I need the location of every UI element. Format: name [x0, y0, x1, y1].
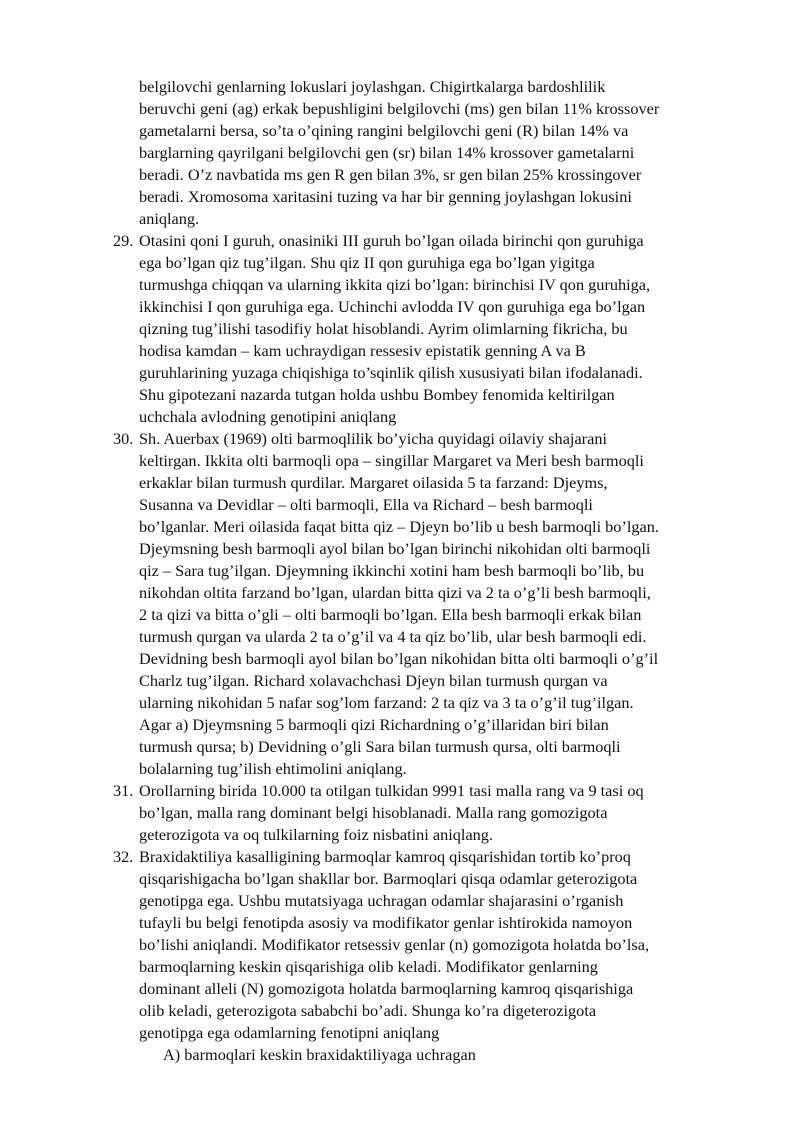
text-line: Agar a) Djeymsning 5 barmoqli qizi Richardning o’g’illaridan biri bilan — [139, 715, 609, 734]
text-line: Shu gipotezani nazarda tutgan holda ushbu Bombey fenomida keltirilgan — [139, 385, 615, 404]
text-line: Braxidaktiliya kasalligining barmoqlar kamroq qisqarishidan tortib ko’proq — [139, 847, 631, 866]
text-line: hodisa kamdan – kam uchraydigan ressesiv epistatik genning A va B — [139, 341, 586, 360]
text-line: geterozigota va oq tulkilarning foiz nisbatini aniqlang. — [139, 825, 494, 844]
text-line: bolalarning tug’ilish ehtimolini aniqlang. — [139, 759, 407, 778]
text-line: bo’lishi aniqlandi. Modifikator retsessiv genlar (n) gomozigota holatda bo’lsa, — [139, 935, 650, 954]
text-line: guruhlarining yuzaga chiqishiga to’sqinlik qilish xususiyati bilan ifodalanadi. — [139, 363, 643, 382]
text-line: 2 ta qizi va bitta o’gli – olti barmoqli bo’lgan. Ella besh barmoqli erkak bilan — [139, 605, 642, 624]
item-number: 29. — [113, 231, 134, 250]
text-line: tufayli bu belgi fenotipda asosiy va modifikator genlar ishtirokida namoyon — [139, 913, 633, 932]
text-line: Orollarning birida 10.000 ta otilgan tulkidan 9991 tasi malla rang va 9 tasi oq — [139, 781, 644, 800]
text-line: Sh. Auerbax (1969) olti barmoqlilik bo’yicha quyidagi oilaviy shajarani — [139, 429, 607, 448]
text-line: genotipga ega. Ushbu mutatsiyaga uchragan odamlar shajarasini o’rganish — [139, 891, 624, 910]
text-line: belgilovchi genlarning lokuslari joylashgan. Chigirtkalarga bardoshlilik — [139, 77, 606, 96]
text-line: dominant alleli (N) gomozigota holatda barmoqlarning kamroq qisqarishiga — [139, 979, 634, 998]
subitem-a: A) barmoqlari keskin braxidaktiliyaga uchragan — [163, 1045, 476, 1064]
text-line: Charlz tug’ilgan. Richard xolavachchasi Djeyn bilan turmush qurgan va — [139, 671, 608, 690]
text-line: uchchala avlodning genotipini aniqlang — [139, 407, 397, 426]
item-number: 31. — [113, 781, 134, 800]
text-line: Susanna va Devidlar – olti barmoqli, Ella va Richard – besh barmoqli — [139, 495, 593, 514]
text-line: ikkinchisi I qon guruhiga ega. Uchinchi avlodda IV qon guruhiga ega bo’lgan — [139, 297, 646, 316]
text-line: qiz – Sara tug’ilgan. Djeymning ikkinchi xotini ham besh barmoqli bo’lib, bu — [139, 561, 645, 580]
text-line: bo’lgan, malla rang dominant belgi hisoblanadi. Malla rang gomozigota — [139, 803, 608, 822]
text-line: ularning nikohidan 5 nafar sog’lom farzand: 2 ta qiz va 3 ta o’g’il tug’ilgan. — [139, 693, 634, 712]
text-line: erkaklar bilan turmush qurdilar. Margaret oilasida 5 ta farzand: Djeyms, — [139, 473, 608, 492]
text-line: qisqarishigacha bo’lgan shakllar bor. Barmoqlari qisqa odamlar geterozigota — [139, 869, 638, 888]
text-line: olib keladi, geterozigota sababchi bo’adi. Shunga ko’ra digeterozigota — [139, 1001, 597, 1020]
text-line: genotipga ega odamlarning fenotipni aniqlang — [139, 1023, 440, 1042]
text-line: keltirgan. Ikkita olti barmoqli opa – singillar Margaret va Meri besh barmoqli — [139, 451, 644, 470]
text-line: qizning tug’ilishi tasodifiy holat hisoblandi. Ayrim olimlarning fikricha, bu — [139, 319, 628, 338]
text-line: aniqlang. — [139, 209, 200, 228]
item-number: 30. — [113, 429, 134, 448]
text-line: turmush qurgan va ularda 2 ta o’g’il va 4 ta qiz bo’lib, ular besh barmoqli edi. — [139, 627, 647, 646]
text-line: turmushga chiqqan va ularning ikkita qizi bo’lgan: birinchisi IV qon guruhiga, — [139, 275, 651, 294]
text-line: ega bo’lgan qiz tug’ilgan. Shu qiz II qon guruhiga ega bo’lgan yigitga — [139, 253, 595, 272]
text-line: barmoqlarning keskin qisqarishiga olib keladi. Modifikator genlarning — [139, 957, 598, 976]
text-line: bo’lganlar. Meri oilasida faqat bitta qiz – Djeyn bo’lib u besh barmoqli bo’lgan. — [139, 517, 659, 536]
text-line: Otasini qoni I guruh, onasiniki III guruh bo’lgan oilada birinchi qon guruhiga — [139, 231, 644, 250]
text-line: barglarning qayrilgani belgilovchi gen (sr) bilan 14% krossover gametalarni — [139, 143, 635, 162]
text-line: nikohdan oltita farzand bo’lgan, ulardan bitta qizi va 2 ta o’g’li besh barmoqli, — [139, 583, 651, 602]
text-line: Djeymsning besh barmoqli ayol bilan bo’lgan birinchi nikohidan olti barmoqli — [139, 539, 651, 558]
text-line: beruvchi geni (ag) erkak bepushligini belgilovchi (ms) gen bilan 11% krossover — [139, 99, 660, 118]
text-line: beradi. O’z navbatida ms gen R gen bilan 3%, sr gen bilan 25% krossingover — [139, 165, 642, 184]
item-number: 32. — [113, 847, 134, 866]
text-line: beradi. Xromosoma xaritasini tuzing va har bir genning joylashgan lokusini — [139, 187, 632, 206]
text-line: gametalarni bersa, so’ta o’qining rangini belgilovchi geni (R) bilan 14% va — [139, 121, 629, 140]
text-line: turmush qursa; b) Devidning o’gli Sara bilan turmush qursa, olti barmoqli — [139, 737, 621, 756]
text-line: Devidning besh barmoqli ayol bilan bo’lgan nikohidan bitta olti barmoqli o’g’il — [139, 649, 659, 668]
